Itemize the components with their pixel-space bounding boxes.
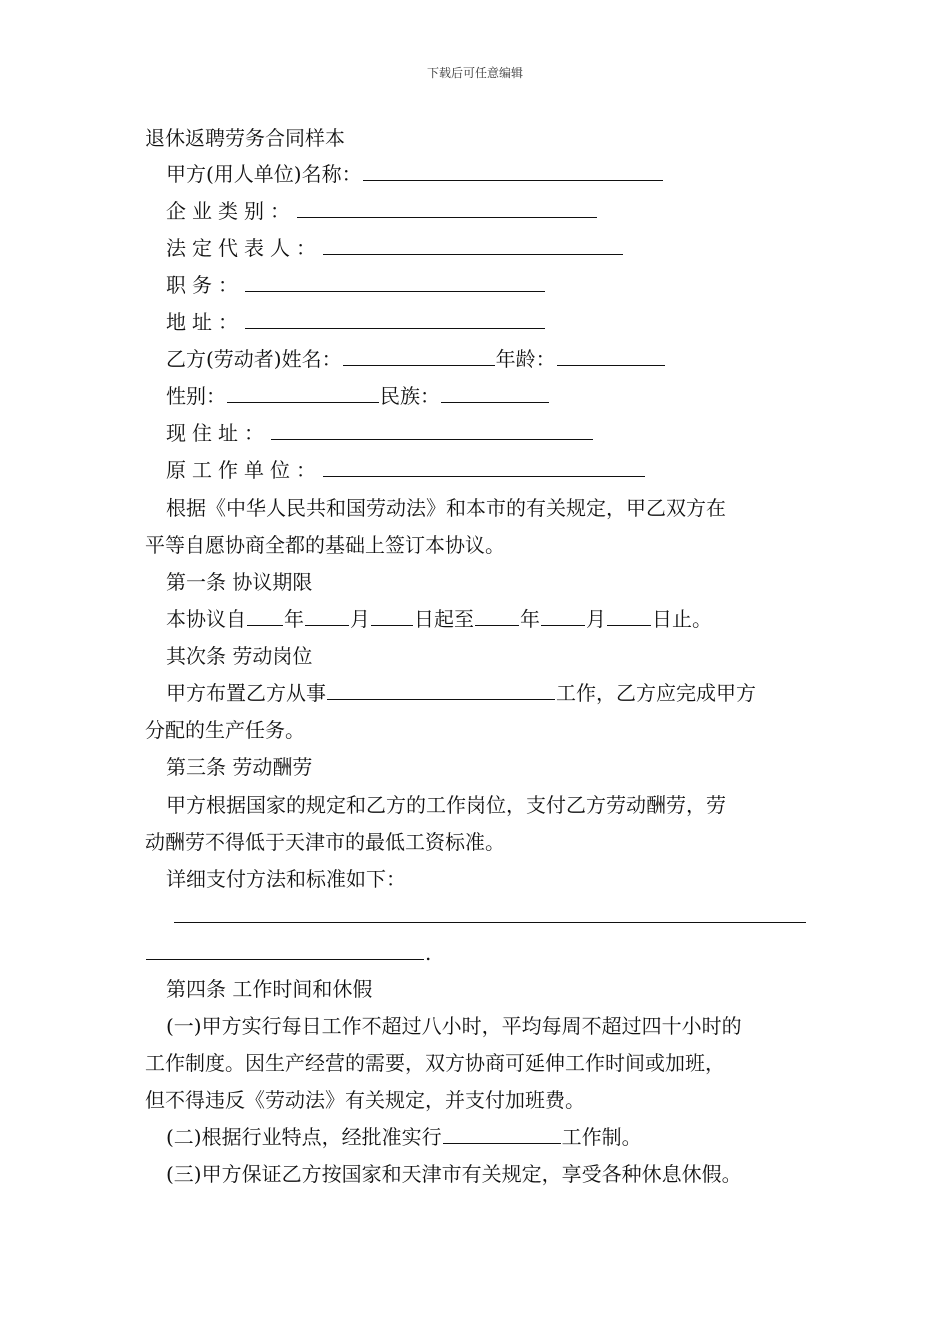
article-2-line-2: 分配的生产任务。 — [145, 718, 305, 742]
field-party-a-name — [166, 160, 664, 188]
article-3-line-3: 详细支付方法和标准如下： — [166, 867, 406, 891]
blank-line[interactable] — [343, 345, 495, 366]
field-label: 法定代表人： — [166, 236, 322, 260]
article-2-title: 其次条 劳动岗位 — [166, 644, 313, 668]
text-segment: 月 — [350, 607, 370, 631]
article-4-p3: (三)甲方保证乙方按国家和天津市有关规定，享受各种休息休假。 — [166, 1162, 742, 1186]
blank-line[interactable] — [475, 605, 519, 626]
field-label: 乙方(劳动者)姓名： — [166, 347, 342, 371]
article-1-title: 第一条 协议期限 — [166, 570, 313, 594]
field-label: 年龄： — [495, 347, 556, 371]
article-2-line-1 — [166, 679, 756, 707]
blank-line[interactable] — [146, 939, 424, 960]
article-4-p2 — [166, 1123, 642, 1151]
blank-line[interactable] — [271, 419, 593, 440]
blank-line[interactable] — [247, 605, 283, 626]
blank-line[interactable] — [327, 679, 555, 700]
text-segment: 年 — [284, 607, 304, 631]
blank-line[interactable] — [245, 271, 545, 292]
blank-line[interactable] — [441, 382, 549, 403]
article-4-title: 第四条 工作时间和休假 — [166, 977, 373, 1001]
text-segment: 年 — [520, 607, 540, 631]
article-4-p1-line-2: 工作制度。因生产经营的需要，双方协商可延伸工作时间或加班， — [145, 1051, 725, 1075]
blank-line[interactable] — [245, 308, 545, 329]
article-3-line-2: 动酬劳不得低于天津市的最低工资标准。 — [145, 830, 505, 854]
article-3-title: 第三条 劳动酬劳 — [166, 755, 313, 779]
field-label: 职务： — [166, 273, 244, 297]
field-legal-rep — [166, 234, 624, 262]
blank-line[interactable] — [174, 902, 806, 923]
field-label: 企业类别： — [166, 199, 296, 223]
article-4-p1-line-1: (一)甲方实行每日工作不超过八小时，平均每周不超过四十小时的 — [166, 1014, 742, 1038]
blank-line[interactable] — [541, 605, 585, 626]
intro-line-2: 平等自愿协商全都的基础上签订本协议。 — [145, 533, 505, 557]
blank-line[interactable] — [323, 234, 623, 255]
article-3-blank-line-2 — [145, 939, 431, 967]
text-segment: (二)根据行业特点，经批准实行 — [166, 1125, 442, 1149]
field-label: 现住址： — [166, 421, 270, 445]
field-position — [166, 271, 546, 299]
blank-line[interactable] — [557, 345, 665, 366]
article-4-p1-line-3: 但不得违反《劳动法》有关规定，并支付加班费。 — [145, 1088, 585, 1112]
field-label: 民族： — [380, 384, 440, 408]
intro-line-1: 根据《中华人民共和国劳动法》和本市的有关规定，甲乙双方在 — [166, 496, 726, 520]
field-former-employer — [166, 456, 646, 484]
field-party-b — [166, 345, 666, 373]
field-label: 原工作单位： — [166, 458, 322, 482]
text-segment: 甲方布置乙方从事 — [166, 681, 326, 705]
blank-line[interactable] — [323, 456, 645, 477]
field-address — [166, 308, 546, 336]
text-segment: . — [425, 941, 432, 965]
field-enterprise-type — [166, 197, 598, 225]
field-label: 甲方(用人单位)名称： — [166, 162, 362, 186]
text-segment: 本协议自 — [166, 607, 246, 631]
blank-line[interactable] — [371, 605, 413, 626]
field-current-address — [166, 419, 594, 447]
field-label: 性别： — [166, 384, 226, 408]
blank-line[interactable] — [305, 605, 349, 626]
blank-line[interactable] — [363, 160, 663, 181]
text-segment: 工作制。 — [561, 1125, 642, 1149]
text-segment: 工作，乙方应完成甲方 — [556, 681, 756, 705]
blank-line[interactable] — [297, 197, 597, 218]
article-3-line-1: 甲方根据国家的规定和乙方的工作岗位，支付乙方劳动酬劳，劳 — [166, 793, 726, 817]
text-segment: 日起至 — [414, 607, 474, 631]
field-gender-ethnicity — [166, 382, 550, 410]
blank-line[interactable] — [443, 1123, 561, 1144]
text-segment: 月 — [586, 607, 606, 631]
article-3-blank-line-1 — [173, 902, 807, 930]
blank-line[interactable] — [607, 605, 651, 626]
field-label: 地址： — [166, 310, 244, 334]
blank-line[interactable] — [227, 382, 379, 403]
text-segment: 日止。 — [652, 607, 712, 631]
page-header: 下载后可任意编辑 — [426, 66, 523, 80]
article-1-text — [166, 605, 712, 633]
document-title: 退休返聘劳务合同样本 — [145, 126, 345, 150]
